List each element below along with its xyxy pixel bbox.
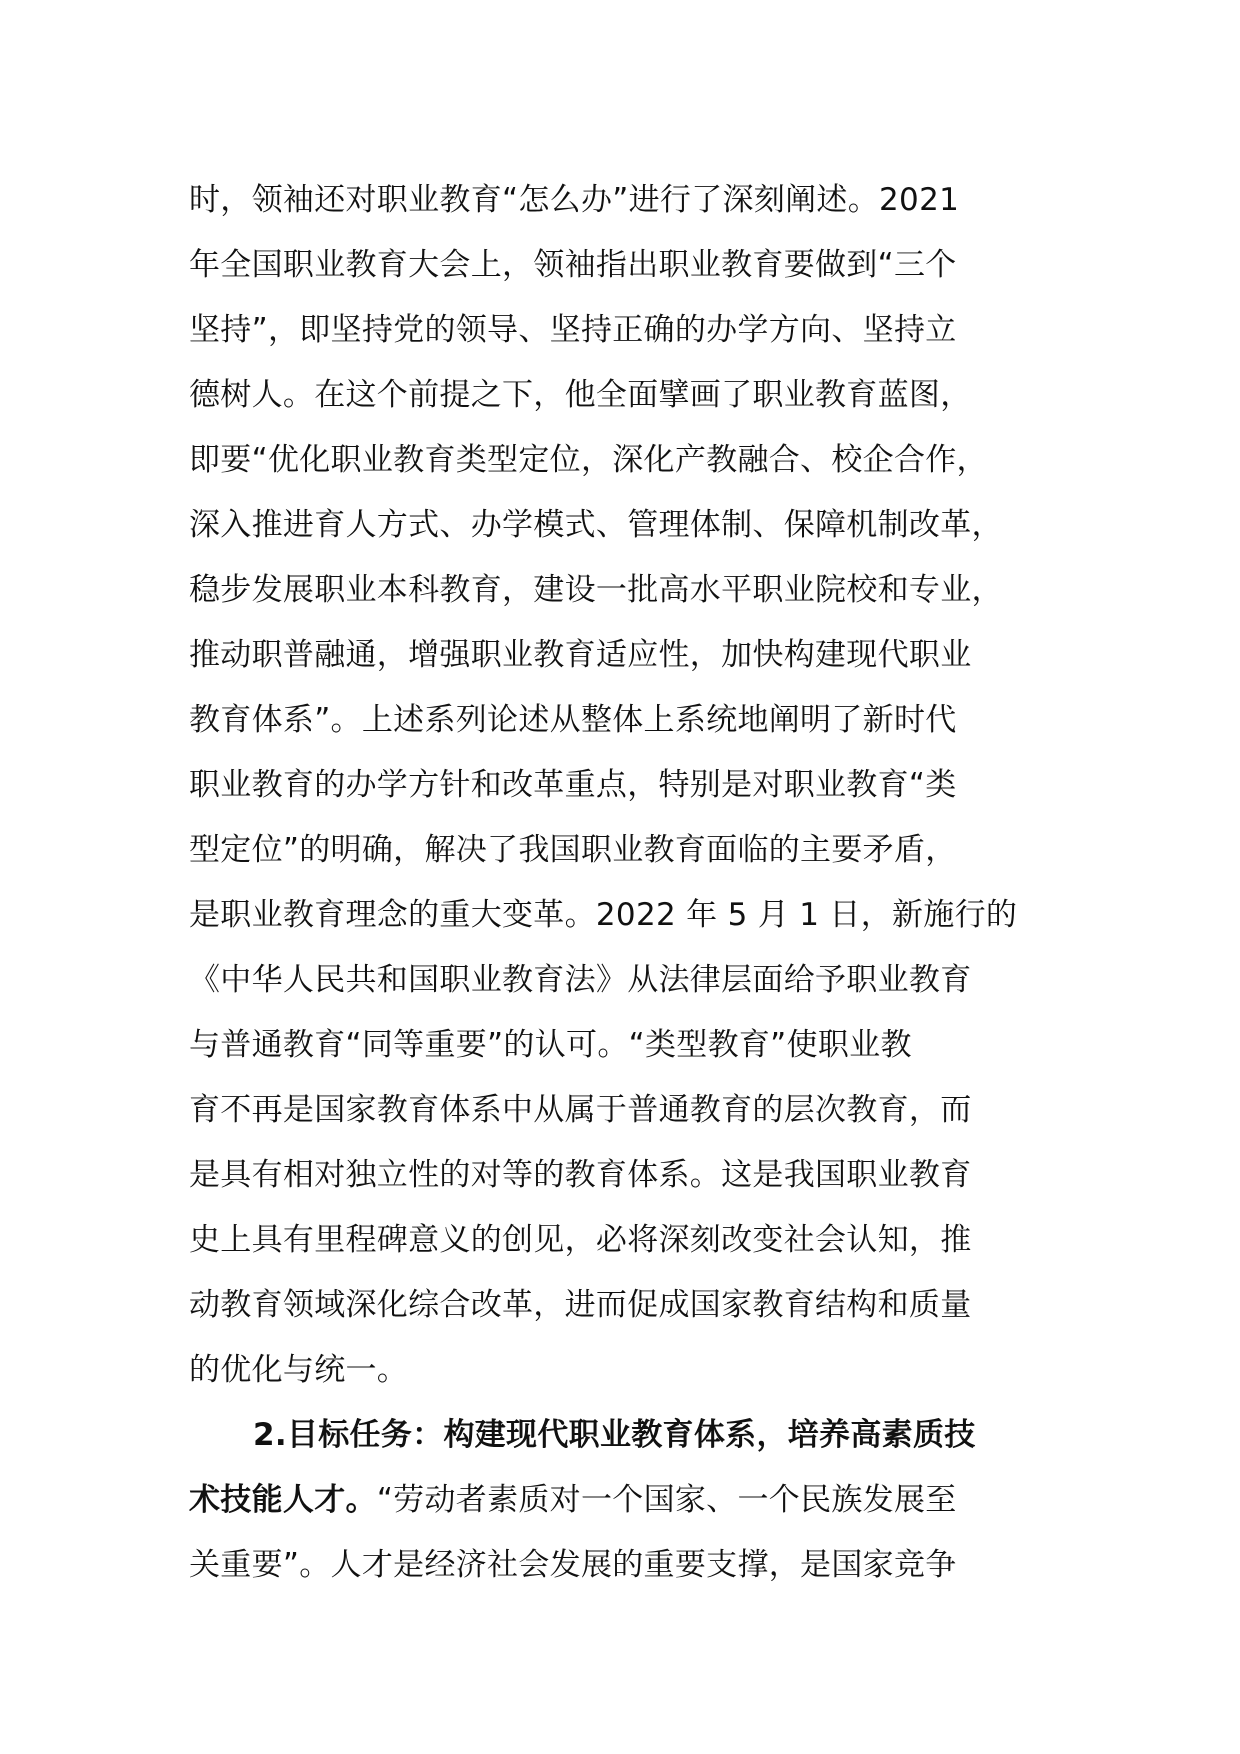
paragraph-line: 《中华人民共和国职业教育法》从法律层面给予职业教育 [189,962,972,998]
body-text [189,168,1069,1598]
paragraph-line: 是职业教育理念的重大变革。2022 年 5 月 1 日，新施行的 [189,897,1018,933]
paragraph-line: 时，领袖还对职业教育“怎么办”进行了深刻阐述。2021 [189,182,960,218]
paragraph-line: 型定位”的明确，解决了我国职业教育面临的主要矛盾， [189,832,957,868]
paragraph-line: 推动职普融通，增强职业教育适应性，加快构建现代职业 [189,637,972,673]
paragraph-line: 与普通教育“同等重要”的认可。“类型教育”使职业教 [189,1027,912,1063]
section-heading-end: 术技能人才。 [189,1482,377,1518]
quote-text: “劳动者素质对一个国家、一个民族发展至 [376,1482,957,1518]
paragraph-line: 稳步发展职业本科教育，建设一批高水平职业院校和专业， [189,572,1003,608]
section-heading-continuation [189,1468,1069,1533]
paragraph-line: 德树人。在这个前提之下，他全面擘画了职业教育蓝图， [189,377,972,413]
paragraph-line: 即要“优化职业教育类型定位，深化产教融合、校企合作， [189,442,988,478]
paragraph-line: 职业教育的办学方针和改革重点，特别是对职业教育“类 [189,767,957,803]
paragraph-line: 深入推进育人方式、办学模式、管理体制、保障机制改革， [189,507,1003,543]
paragraph-line: 史上具有里程碑意义的创见，必将深刻改变社会认知，推 [189,1222,972,1258]
paragraph-line: 是具有相对独立性的对等的教育体系。这是我国职业教育 [189,1157,972,1193]
paragraph-line: 教育体系”。上述系列论述从整体上系统地阐明了新时代 [189,702,957,738]
paragraph-line: 年全国职业教育大会上，领袖指出职业教育要做到“三个 [189,247,957,283]
paragraph-line: 坚持”，即坚持党的领导、坚持正确的办学方向、坚持立 [189,312,957,348]
paragraph-line: 动教育领域深化综合改革，进而促成国家教育结构和质量 [189,1287,972,1323]
paragraph-line: 关重要”。人才是经济社会发展的重要支撑，是国家竞争 [189,1547,957,1583]
paragraph-line: 的优化与统一。 [189,1352,409,1388]
paragraph-line: 育不再是国家教育体系中从属于普通教育的层次教育，而 [189,1092,972,1128]
section-heading: 2.目标任务：构建现代职业教育体系，培养高素质技 [253,1417,976,1453]
